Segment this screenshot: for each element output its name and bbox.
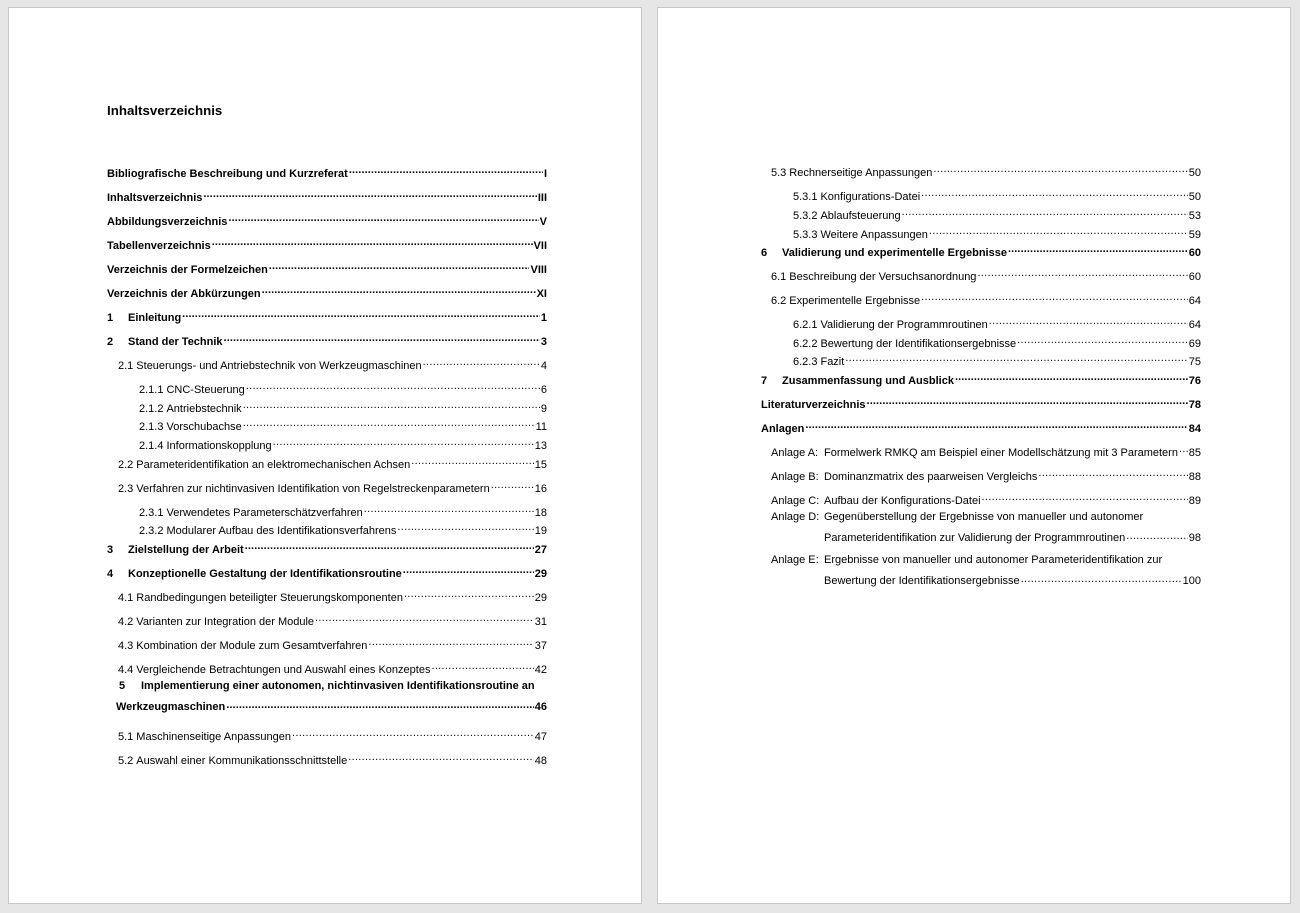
dot-leader bbox=[368, 635, 533, 649]
toc-entry-number: 3 bbox=[107, 544, 114, 556]
toc-entry[interactable] bbox=[118, 659, 547, 677]
toc-entry[interactable] bbox=[107, 187, 547, 205]
toc-entry[interactable] bbox=[118, 454, 547, 472]
toc-entry-number: 5.3.3 bbox=[793, 229, 818, 241]
dot-leader bbox=[273, 435, 534, 449]
toc-entry[interactable] bbox=[139, 398, 547, 416]
toc-entry-title: Weitere Anpassungen bbox=[820, 229, 928, 241]
dot-leader bbox=[292, 726, 534, 740]
toc-entry-title: Konzeptionelle Gestaltung der Identifikationsroutine bbox=[128, 568, 402, 580]
toc-entry-number: 5 bbox=[119, 680, 126, 692]
toc-entry[interactable] bbox=[793, 314, 1201, 332]
toc-entry-title-continued: Bewertung der Identifikationsergebnisse bbox=[824, 575, 1020, 587]
toc-entry-number: 1 bbox=[107, 312, 114, 324]
toc-entry[interactable] bbox=[107, 211, 547, 229]
toc-entry-page-number: 88 bbox=[1188, 471, 1201, 483]
dot-leader bbox=[228, 211, 538, 225]
toc-entry-title-continued: Parameteridentifikation zur Validierung der Programmroutinen bbox=[824, 532, 1126, 544]
toc-entry-page-number: 60 bbox=[1188, 271, 1201, 283]
toc-entry-number: 5.3 bbox=[771, 167, 787, 179]
toc-entry[interactable] bbox=[771, 490, 1201, 508]
dot-leader bbox=[423, 355, 540, 369]
toc-entry-number: 2.1.4 bbox=[139, 440, 164, 452]
toc-entry-page-number: 42 bbox=[534, 664, 547, 676]
toc-entry-title: Ergebnisse von manueller und autonomer Parameteridentifikation zur bbox=[824, 554, 1163, 566]
toc-entry-number: 6.2.1 bbox=[793, 319, 818, 331]
toc-entry-title: Rechnerseitige Anpassungen bbox=[789, 167, 933, 179]
toc-entry-number: Anlage A: bbox=[771, 447, 819, 459]
toc-entry-page-number: 1 bbox=[540, 312, 547, 324]
dot-leader bbox=[348, 750, 534, 764]
toc-entry[interactable] bbox=[107, 235, 547, 253]
toc-entry-page-number: 27 bbox=[534, 544, 547, 556]
toc-entry[interactable] bbox=[107, 331, 547, 349]
toc-entry[interactable] bbox=[139, 379, 547, 397]
dot-leader bbox=[1038, 466, 1187, 480]
toc-entry-page-number: 85 bbox=[1188, 447, 1201, 459]
toc-entry[interactable] bbox=[118, 355, 547, 373]
toc-entry-page-number: 64 bbox=[1188, 295, 1201, 307]
toc-entry-title: Maschinenseitige Anpassungen bbox=[136, 731, 292, 743]
toc-entry[interactable] bbox=[118, 587, 547, 605]
toc-entry-title: CNC-Steuerung bbox=[166, 384, 245, 396]
toc-entry-page-number: 69 bbox=[1188, 338, 1201, 350]
toc-entry-number: 5.3.1 bbox=[793, 191, 818, 203]
toc-entry-page-number: 89 bbox=[1188, 495, 1201, 507]
toc-entry-page-number: 50 bbox=[1188, 191, 1201, 203]
dot-leader bbox=[921, 186, 1188, 200]
toc-entry-page-number: 46 bbox=[534, 701, 547, 713]
dot-leader bbox=[245, 539, 534, 553]
toc-entry-number: Anlage D: bbox=[771, 511, 820, 523]
toc-entry-page-number: 53 bbox=[1188, 210, 1201, 222]
dot-leader bbox=[411, 454, 534, 468]
toc-entry-title: Ablaufsteuerung bbox=[820, 210, 901, 222]
toc-entry-title: Beschreibung der Versuchsanordnung bbox=[789, 271, 977, 283]
toc-entry-number: 2.1.1 bbox=[139, 384, 164, 396]
toc-entry-page-number: 98 bbox=[1188, 532, 1201, 544]
toc-entry[interactable] bbox=[107, 259, 547, 277]
toc-entry-title: Aufbau der Konfigurations-Datei bbox=[824, 495, 981, 507]
toc-entry-number: 2.3 bbox=[118, 483, 134, 495]
dot-leader bbox=[431, 659, 533, 673]
dot-leader bbox=[224, 331, 540, 345]
toc-entry-title: Antriebstechnik bbox=[166, 403, 242, 415]
toc-entry-number: 4.1 bbox=[118, 592, 134, 604]
toc-entry-number: 4.4 bbox=[118, 664, 134, 676]
toc-entry-title: Vergleichende Betrachtungen und Auswahl eines Konzeptes bbox=[136, 664, 431, 676]
toc-entry-page-number: 15 bbox=[534, 459, 547, 471]
dot-leader bbox=[977, 266, 1187, 280]
toc-entry-page-number: 60 bbox=[1188, 247, 1201, 259]
toc-entry-number: 6.2 bbox=[771, 295, 787, 307]
toc-entry-page-number: 47 bbox=[534, 731, 547, 743]
toc-entry[interactable] bbox=[116, 677, 547, 717]
dot-leader bbox=[805, 418, 1187, 432]
toc-entry[interactable] bbox=[793, 224, 1201, 242]
dot-leader bbox=[243, 398, 540, 412]
toc-entry[interactable] bbox=[118, 726, 547, 744]
dot-leader bbox=[982, 490, 1188, 504]
toc-entry-title: Verfahren zur nichtinvasiven Identifikation von Regelstreckenparametern bbox=[136, 483, 490, 495]
toc-entry-title: Experimentelle Ergebnisse bbox=[789, 295, 921, 307]
toc-entry-title: Verzeichnis der Abkürzungen bbox=[107, 288, 261, 300]
toc-entry-title: Varianten zur Integration der Module bbox=[136, 616, 315, 628]
toc-entry[interactable] bbox=[107, 283, 547, 301]
toc-title: Inhaltsverzeichnis bbox=[107, 103, 223, 118]
toc-entry-title: Einleitung bbox=[128, 312, 182, 324]
dot-leader bbox=[1179, 442, 1188, 456]
dot-leader bbox=[1126, 527, 1188, 541]
toc-entry-number: 6.2.3 bbox=[793, 356, 818, 368]
toc-entry-number: Anlage E: bbox=[771, 554, 819, 566]
dot-leader bbox=[269, 259, 530, 273]
toc-entry[interactable] bbox=[761, 418, 1201, 436]
toc-entry-title: Literaturverzeichnis bbox=[761, 399, 866, 411]
toc-entry-number: 2.3.1 bbox=[139, 507, 164, 519]
toc-entry-number: 6.1 bbox=[771, 271, 787, 283]
toc-entry-number: Anlage B: bbox=[771, 471, 819, 483]
dot-leader bbox=[989, 314, 1188, 328]
toc-entry[interactable] bbox=[771, 551, 1201, 591]
toc-entry-number: Anlage C: bbox=[771, 495, 820, 507]
toc-entry[interactable] bbox=[139, 520, 547, 538]
toc-entry[interactable] bbox=[793, 333, 1201, 351]
toc-entry-page-number: 6 bbox=[540, 384, 547, 396]
toc-entry-number: 4.3 bbox=[118, 640, 134, 652]
toc-entry[interactable] bbox=[793, 186, 1201, 204]
toc-entry-title: Stand der Technik bbox=[128, 336, 223, 348]
dot-leader bbox=[243, 416, 535, 430]
toc-entry-title: Parameteridentifikation an elektromechanischen Achsen bbox=[136, 459, 411, 471]
dot-leader bbox=[929, 224, 1188, 238]
toc-entry-number: 5.1 bbox=[118, 731, 134, 743]
toc-entry-title: Fazit bbox=[820, 356, 845, 368]
toc-entry-title: Tabellenverzeichnis bbox=[107, 240, 211, 252]
toc-entry-title: Steuerungs- und Antriebstechnik von Werkzeugmaschinen bbox=[136, 360, 422, 372]
toc-entry-number: 4.2 bbox=[118, 616, 134, 628]
toc-entry-number: 6 bbox=[761, 247, 768, 259]
toc-entry-number: 2.3.2 bbox=[139, 525, 164, 537]
toc-entry-page-number: 48 bbox=[534, 755, 547, 767]
toc-entry-title: Abbildungsverzeichnis bbox=[107, 216, 228, 228]
toc-entry[interactable] bbox=[118, 478, 547, 496]
toc-entry[interactable] bbox=[107, 307, 547, 325]
toc-entry-page-number: 84 bbox=[1188, 423, 1201, 435]
document-page-left bbox=[8, 7, 642, 904]
toc-entry-title: Inhaltsverzeichnis bbox=[107, 192, 203, 204]
toc-entry-page-number: VIII bbox=[530, 264, 547, 276]
toc-entry[interactable] bbox=[771, 266, 1201, 284]
toc-entry-title: Gegenüberstellung der Ergebnisse von manueller und autonomer bbox=[824, 511, 1144, 523]
dot-leader bbox=[403, 563, 534, 577]
toc-entry-page-number: 9 bbox=[540, 403, 547, 415]
toc-entry[interactable] bbox=[771, 508, 1201, 548]
toc-entry[interactable] bbox=[139, 502, 547, 520]
dot-leader bbox=[226, 696, 534, 710]
toc-entry-page-number: 29 bbox=[534, 592, 547, 604]
dot-leader bbox=[315, 611, 534, 625]
toc-entry-page-number: 37 bbox=[534, 640, 547, 652]
toc-entry[interactable] bbox=[139, 416, 547, 434]
dot-leader bbox=[845, 351, 1187, 365]
toc-entry-number: 2 bbox=[107, 336, 114, 348]
dot-leader bbox=[397, 520, 533, 534]
toc-entry-page-number: 29 bbox=[534, 568, 547, 580]
toc-entry[interactable] bbox=[118, 750, 547, 768]
dot-leader bbox=[246, 379, 540, 393]
dot-leader bbox=[1017, 333, 1188, 347]
toc-entry-number: 2.1 bbox=[118, 360, 134, 372]
toc-entry[interactable] bbox=[761, 242, 1201, 260]
toc-entry-page-number: 13 bbox=[534, 440, 547, 452]
toc-entry-title: Randbedingungen beteiligter Steuerungskomponenten bbox=[136, 592, 403, 604]
dot-leader bbox=[491, 478, 534, 492]
toc-entry-page-number: 64 bbox=[1188, 319, 1201, 331]
toc-entry-number: 5.3.2 bbox=[793, 210, 818, 222]
toc-entry-title: Implementierung einer autonomen, nichtinvasiven Identifikationsroutine an bbox=[141, 680, 535, 692]
toc-entry-title-continued: Werkzeugmaschinen bbox=[116, 701, 226, 713]
toc-entry-title: Auswahl einer Kommunikationsschnittstelle bbox=[136, 755, 348, 767]
dot-leader bbox=[349, 163, 543, 177]
toc-entry[interactable] bbox=[793, 205, 1201, 223]
toc-entry-title: Informationskopplung bbox=[166, 440, 272, 452]
toc-entry-page-number: 76 bbox=[1188, 375, 1201, 387]
dot-leader bbox=[902, 205, 1188, 219]
toc-entry-page-number: III bbox=[537, 192, 547, 204]
toc-entry-title: Konfigurations-Datei bbox=[820, 191, 921, 203]
toc-entry[interactable] bbox=[793, 351, 1201, 369]
toc-entry[interactable] bbox=[771, 466, 1201, 484]
toc-entry-page-number: VII bbox=[533, 240, 547, 252]
toc-entry-number: 2.1.2 bbox=[139, 403, 164, 415]
toc-entry-page-number: 50 bbox=[1188, 167, 1201, 179]
toc-entry[interactable] bbox=[107, 539, 547, 557]
toc-entry-page-number: 16 bbox=[534, 483, 547, 495]
toc-entry-number: 2.2 bbox=[118, 459, 134, 471]
toc-entry-title: Anlagen bbox=[761, 423, 805, 435]
document-page-right bbox=[657, 7, 1291, 904]
toc-entry-title: Verwendetes Parameterschätzverfahren bbox=[166, 507, 363, 519]
toc-entry-page-number: I bbox=[543, 168, 547, 180]
toc-entry-page-number: 19 bbox=[534, 525, 547, 537]
toc-entry[interactable] bbox=[771, 290, 1201, 308]
toc-entry[interactable] bbox=[771, 442, 1201, 460]
dot-leader bbox=[262, 283, 536, 297]
toc-entry-title: Modularer Aufbau des Identifikationsverfahrens bbox=[166, 525, 397, 537]
toc-entry-number: 5.2 bbox=[118, 755, 134, 767]
toc-entry[interactable] bbox=[771, 162, 1201, 180]
toc-entry[interactable] bbox=[107, 563, 547, 581]
toc-entry[interactable] bbox=[118, 635, 547, 653]
toc-entry-page-number: 75 bbox=[1188, 356, 1201, 368]
toc-entry[interactable] bbox=[118, 611, 547, 629]
toc-entry-page-number: 78 bbox=[1188, 399, 1201, 411]
toc-entry[interactable] bbox=[761, 394, 1201, 412]
toc-entry-title: Formelwerk RMKQ am Beispiel einer Modellschätzung mit 3 Parametern bbox=[824, 447, 1178, 459]
dot-leader bbox=[867, 394, 1188, 408]
toc-entry-title: Validierung der Programmroutinen bbox=[820, 319, 988, 331]
toc-entry-title: Bibliografische Beschreibung und Kurzreferat bbox=[107, 168, 348, 180]
toc-entry-number: 7 bbox=[761, 375, 768, 387]
toc-entry-page-number: 4 bbox=[540, 360, 547, 372]
toc-entry-title: Kombination der Module zum Gesamtverfahren bbox=[136, 640, 368, 652]
toc-entry[interactable] bbox=[761, 370, 1201, 388]
toc-entry-title: Zielstellung der Arbeit bbox=[128, 544, 244, 556]
toc-entry-number: 6.2.2 bbox=[793, 338, 818, 350]
toc-entry[interactable] bbox=[107, 163, 547, 181]
dot-leader bbox=[203, 187, 536, 201]
toc-entry-page-number: 11 bbox=[535, 421, 547, 433]
toc-entry-title: Verzeichnis der Formelzeichen bbox=[107, 264, 268, 276]
toc-entry-page-number: 100 bbox=[1182, 575, 1201, 587]
toc-entry-number: 4 bbox=[107, 568, 114, 580]
dot-leader bbox=[933, 162, 1187, 176]
dot-leader bbox=[921, 290, 1188, 304]
dot-leader bbox=[404, 587, 534, 601]
toc-entry[interactable] bbox=[139, 435, 547, 453]
toc-entry-page-number: XI bbox=[536, 288, 547, 300]
dot-leader bbox=[182, 307, 540, 321]
dot-leader bbox=[1021, 570, 1182, 584]
toc-entry-title: Zusammenfassung und Ausblick bbox=[782, 375, 954, 387]
toc-entry-title: Bewertung der Identifikationsergebnisse bbox=[820, 338, 1017, 350]
dot-leader bbox=[955, 370, 1188, 384]
toc-entry-number: 2.1.3 bbox=[139, 421, 164, 433]
dot-leader bbox=[364, 502, 534, 516]
toc-entry-page-number: 31 bbox=[534, 616, 547, 628]
toc-entry-title: Validierung und experimentelle Ergebnisse bbox=[782, 247, 1007, 259]
toc-entry-page-number: V bbox=[539, 216, 547, 228]
toc-entry-page-number: 18 bbox=[534, 507, 547, 519]
toc-entry-title: Dominanzmatrix des paarweisen Vergleichs bbox=[824, 471, 1038, 483]
dot-leader bbox=[1008, 242, 1188, 256]
toc-entry-title: Vorschubachse bbox=[166, 421, 242, 433]
toc-entry-page-number: 59 bbox=[1188, 229, 1201, 241]
dot-leader bbox=[212, 235, 533, 249]
toc-entry-page-number: 3 bbox=[540, 336, 547, 348]
